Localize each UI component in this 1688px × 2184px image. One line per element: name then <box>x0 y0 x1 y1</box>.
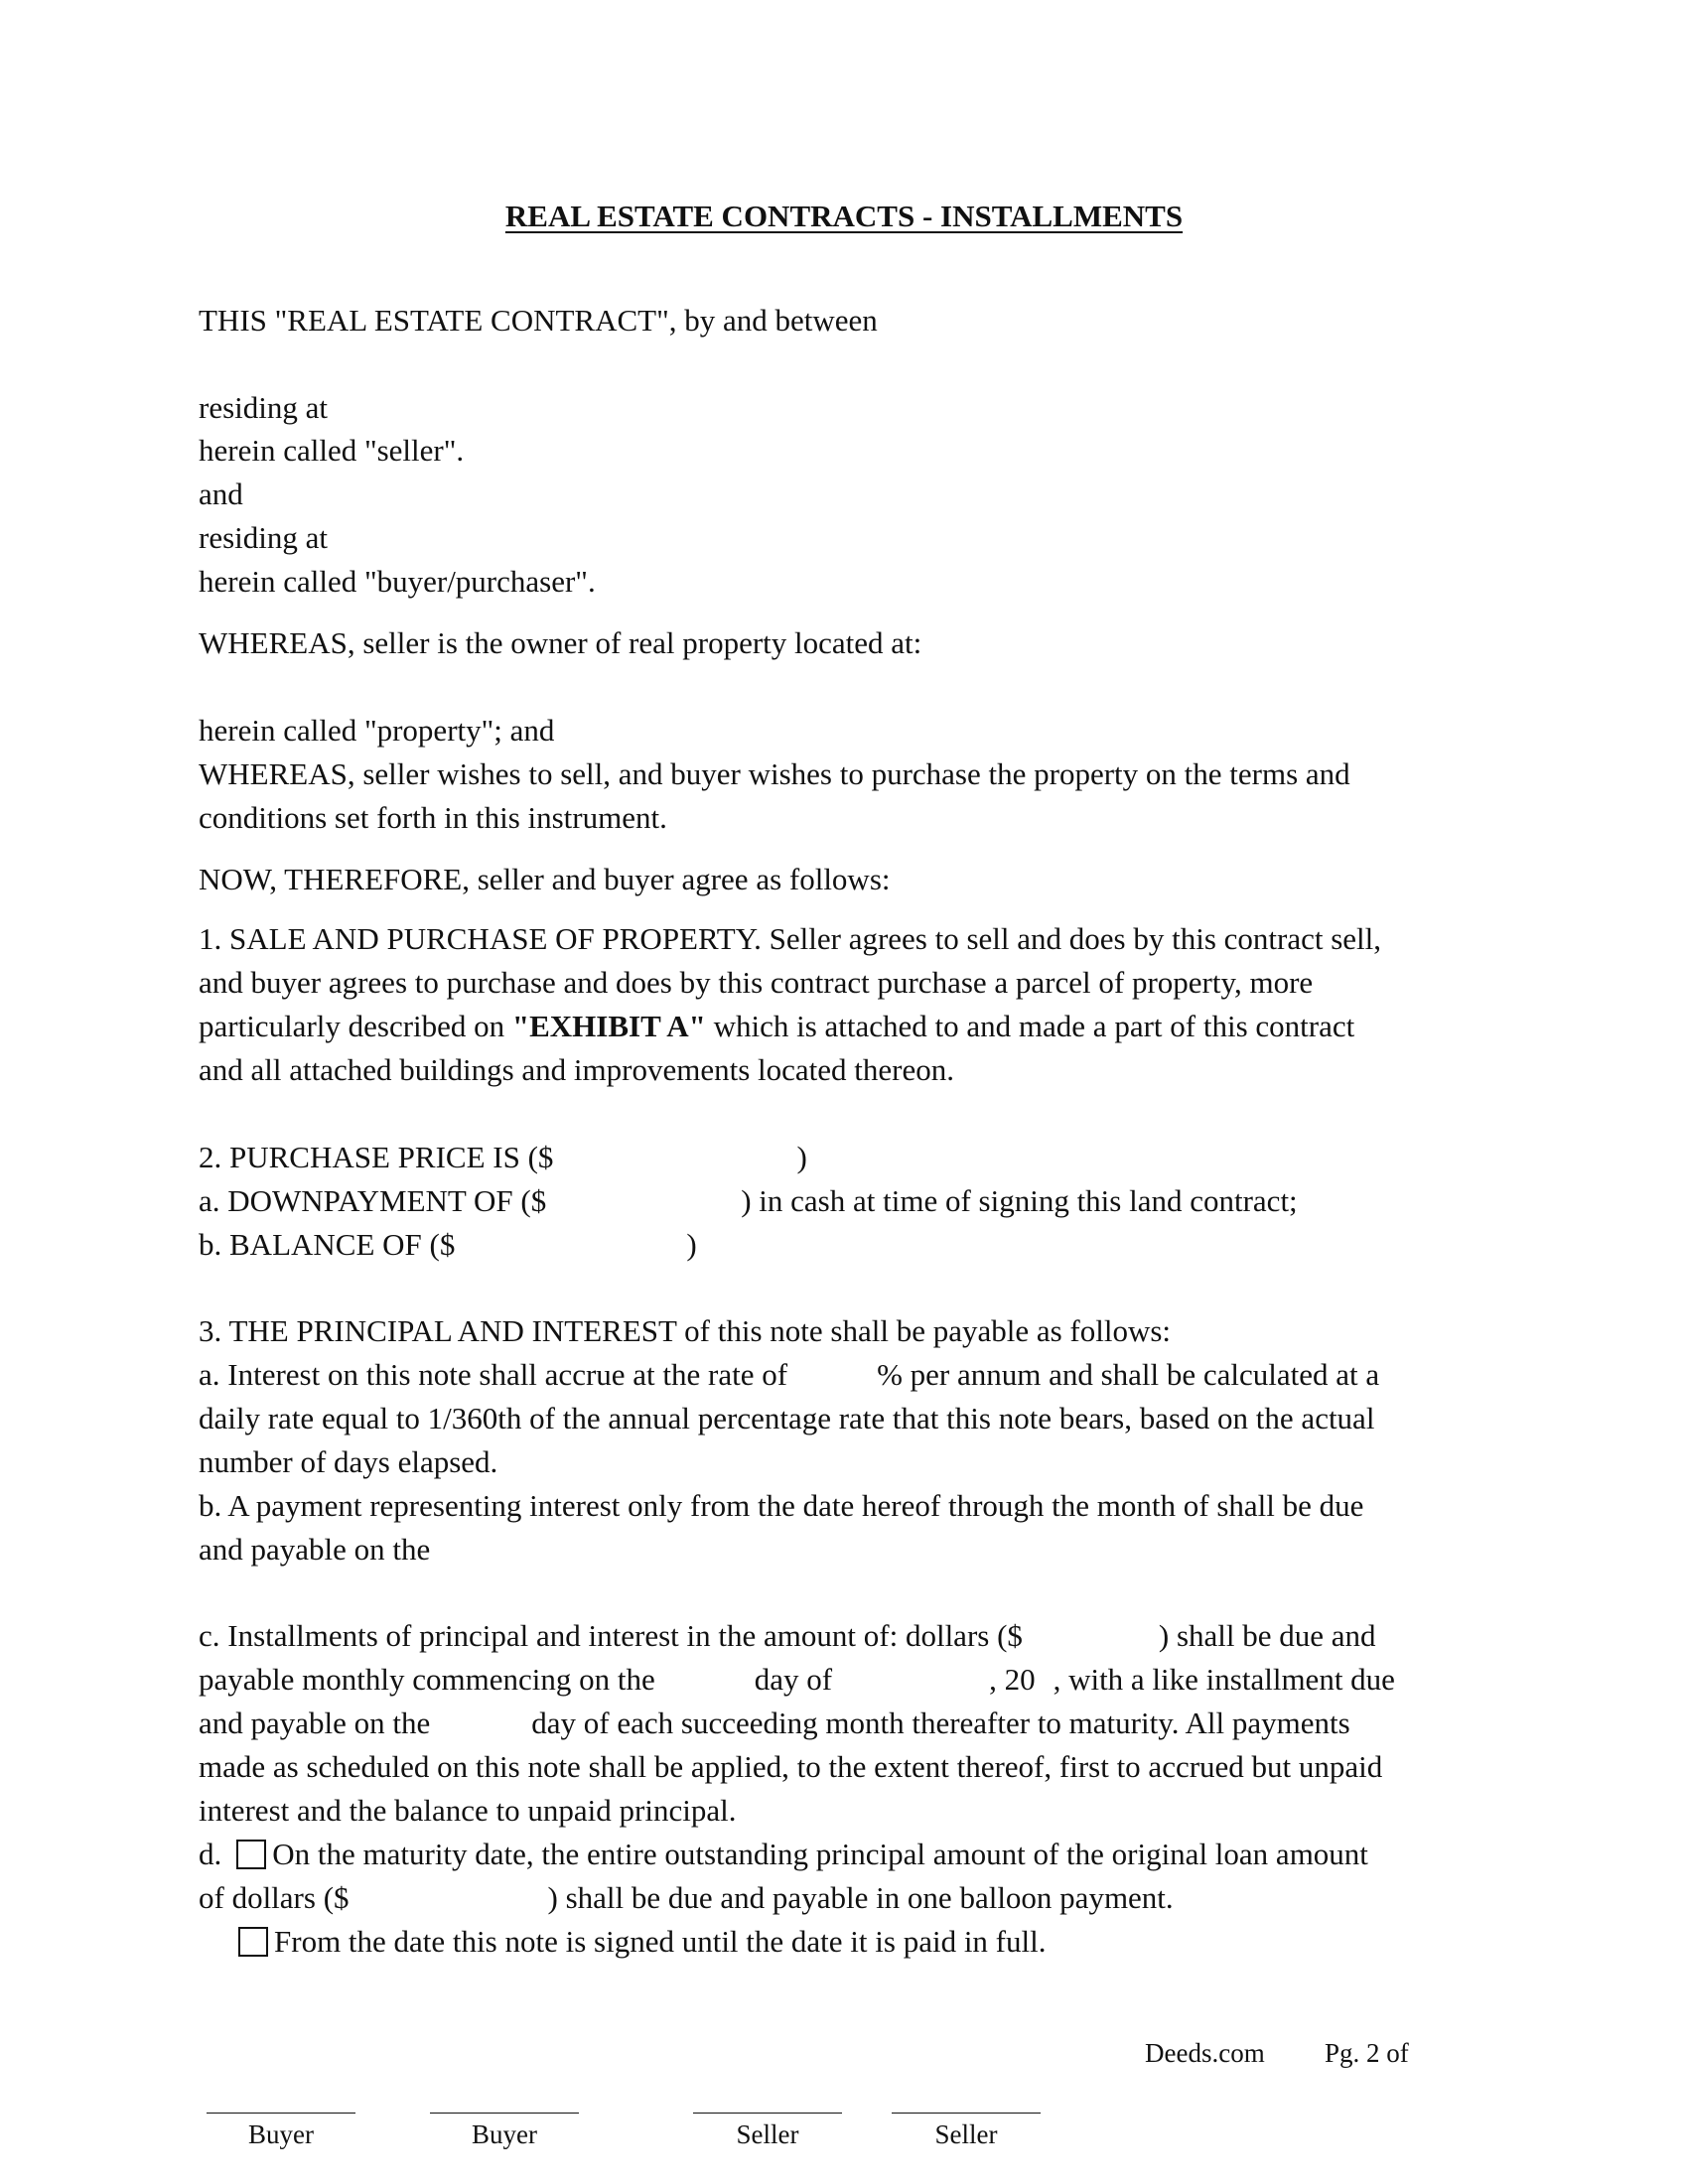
seller-signature-1 <box>693 2113 842 2150</box>
exhibit-a-reference: "EXHIBIT A" <box>511 1009 706 1043</box>
downpayment-label: a. DOWNPAYMENT OF ($ <box>199 1183 547 1218</box>
section-3d-line-2 <box>199 1880 1174 1916</box>
section-3-heading: 3. THE PRINCIPAL AND INTEREST of this note shall be payable as follows: <box>199 1313 1172 1348</box>
section-1-line-4: and all attached buildings and improvements located thereon. <box>199 1052 954 1087</box>
section-1-line-2: and buyer agrees to purchase and does by this contract purchase a parcel of property, more <box>199 965 1314 1000</box>
interest-rate-label: a. Interest on this note shall accrue at the rate of <box>199 1357 788 1392</box>
balance-label: b. BALANCE OF ($ <box>199 1227 456 1262</box>
whereas-owner-text: WHEREAS, seller is the owner of real property located at: <box>199 625 922 660</box>
property-called-text: herein called "property"; and <box>199 713 555 748</box>
downpayment-rest: ) in cash at time of signing this land contract; <box>741 1183 1298 1218</box>
balance-close: ) <box>686 1227 697 1262</box>
section-3c-line-3 <box>199 1706 1350 1741</box>
signature-label: Buyer <box>472 2119 537 2149</box>
day-of-label: day of <box>754 1662 833 1697</box>
seller-signature-2 <box>892 2113 1041 2150</box>
succeeding-month-text: day of each succeeding month thereafter to maturity. All payments <box>531 1706 1350 1740</box>
purchase-price-label: 2. PURCHASE PRICE IS ($ <box>199 1140 554 1174</box>
section-3d-line-1 <box>199 1837 1368 1872</box>
section-3b-line-2: and payable on the <box>199 1532 431 1567</box>
signature-label: Seller <box>934 2119 998 2149</box>
installment-amount-label: c. Installments of principal and interest in the amount of: dollars ($ <box>199 1618 1023 1653</box>
like-installment-text: , with a like installment due <box>1053 1662 1395 1697</box>
section-3c-line-2 <box>199 1662 1395 1698</box>
buyer-signature-1 <box>207 2113 355 2150</box>
seller-residing-at: residing at <box>199 390 328 425</box>
signature-line <box>430 2113 579 2114</box>
section-3d-label: d. <box>199 1837 222 1871</box>
document-title: REAL ESTATE CONTRACTS - INSTALLMENTS <box>504 199 1184 233</box>
footer-site: Deeds.com <box>1145 2038 1265 2068</box>
buyer-residing-at: residing at <box>199 520 328 555</box>
whereas-sell-line-1: WHEREAS, seller wishes to sell, and buyer wishes to purchase the property on the terms and <box>199 756 1350 791</box>
section-3a-line-3: number of days elapsed. <box>199 1444 498 1479</box>
section-3c-line-1 <box>199 1618 1376 1654</box>
now-therefore-text: NOW, THEREFORE, seller and buyer agree as follows: <box>199 862 891 896</box>
maturity-date-text: On the maturity date, the entire outstanding principal amount of the original loan amount <box>272 1837 1368 1871</box>
section-3a-line-2: daily rate equal to 1/360th of the annual percentage rate that this note bears, based on the actual <box>199 1401 1375 1435</box>
buyer-called-text: herein called "buyer/purchaser". <box>199 564 596 599</box>
balloon-payment-checkbox[interactable] <box>236 1840 266 1869</box>
balloon-amount-label: of dollars ($ <box>199 1880 350 1915</box>
signature-line <box>892 2113 1041 2114</box>
signature-label: Buyer <box>248 2119 314 2149</box>
section-3a-line-1 <box>199 1357 1379 1393</box>
section-3c-line-4: made as scheduled on this note shall be applied, to the extent thereof, first to accrued but unpaid <box>199 1749 1383 1784</box>
section-1-line-3 <box>199 1009 1354 1044</box>
purchase-price-close: ) <box>796 1140 807 1174</box>
seller-called-text: herein called "seller". <box>199 433 465 468</box>
balance-line <box>199 1227 697 1263</box>
purchase-price-line <box>199 1140 807 1175</box>
footer-page-number: Pg. 2 of <box>1325 2038 1409 2068</box>
interest-rate-rest: % per annum and shall be calculated at a <box>877 1357 1380 1392</box>
downpayment-line <box>199 1183 1298 1219</box>
section-3d-line-3 <box>238 1924 1046 1960</box>
signature-line <box>693 2113 842 2114</box>
section-1-line-3-post: which is attached to and made a part of this contract <box>705 1009 1355 1043</box>
whereas-sell-line-2: conditions set forth in this instrument. <box>199 800 667 835</box>
and-text: and <box>199 477 243 511</box>
paid-in-full-checkbox[interactable] <box>238 1927 268 1957</box>
year-prefix: , 20 <box>989 1662 1036 1697</box>
installment-amount-rest: ) shall be due and <box>1158 1618 1376 1653</box>
balloon-payment-text: ) shall be due and payable in one balloon payment. <box>547 1880 1174 1915</box>
paid-in-full-text: From the date this note is signed until the date it is paid in full. <box>274 1924 1047 1959</box>
section-1-line-3-pre: particularly described on <box>199 1009 512 1043</box>
payable-on-label: and payable on the <box>199 1706 431 1740</box>
commencing-label: payable monthly commencing on the <box>199 1662 655 1697</box>
section-1-line-1: 1. SALE AND PURCHASE OF PROPERTY. Seller agrees to sell and does by this contract sell, <box>199 921 1382 956</box>
buyer-signature-2 <box>430 2113 579 2150</box>
intro-text: THIS "REAL ESTATE CONTRACT", by and between <box>199 303 878 338</box>
section-3c-line-5: interest and the balance to unpaid principal. <box>199 1793 737 1828</box>
signature-line <box>207 2113 355 2114</box>
signature-label: Seller <box>736 2119 799 2149</box>
section-3b-line-1: b. A payment representing interest only from the date hereof through the month of shall be due <box>199 1488 1364 1523</box>
